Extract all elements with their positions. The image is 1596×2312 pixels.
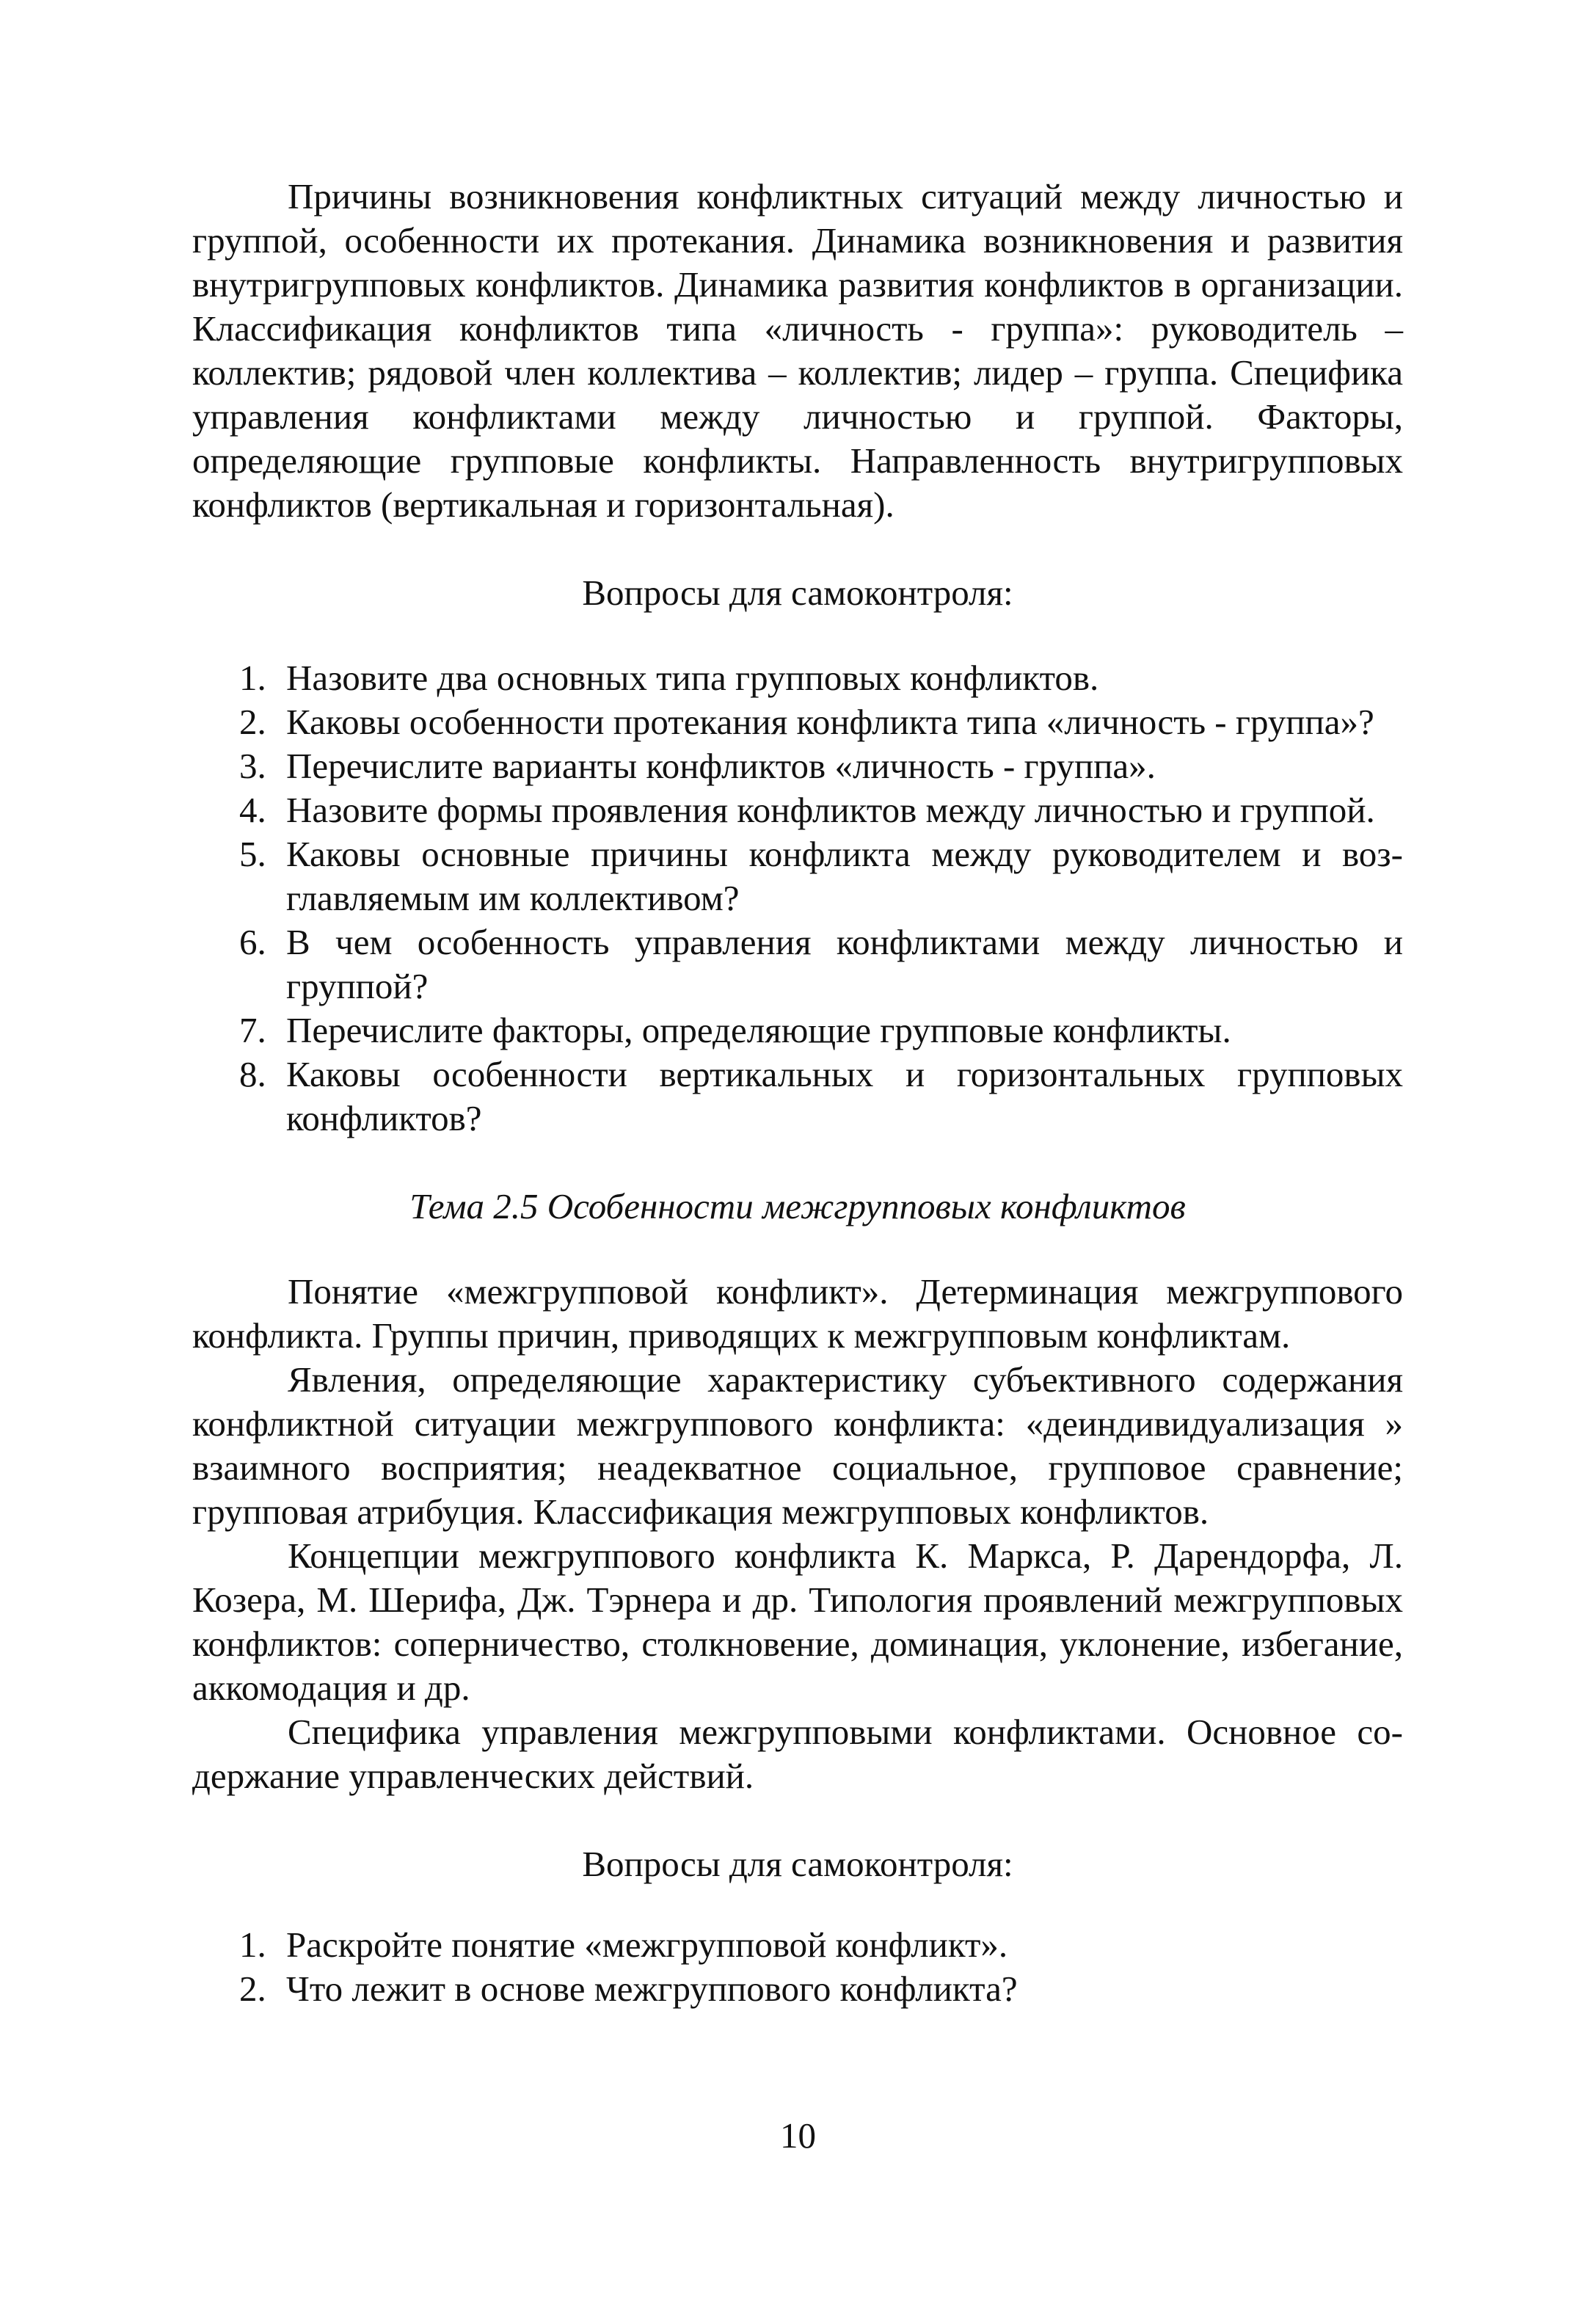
- question-text: Каковы основные причины конфликта между руководителем и возглавляемым им коллективом?: [286, 834, 1403, 918]
- question-number: 7.: [239, 1010, 266, 1050]
- self-check-list-2: [192, 1923, 1403, 2011]
- question-item: [192, 1008, 1403, 1053]
- self-check-heading-1: Вопросы для самоконтроля:: [582, 572, 1013, 613]
- topic-paragraph: Концепции межгруппового конфликта К. Маркса, Р. Дарендорфа, Л. Козера, М. Шерифа, Дж. Тэрнера и др. Типология проявлений межгрупповых конфликтов: соперничество, столкновение, доминация, уклонение, избегание, аккомодация и др.: [192, 1535, 1403, 1708]
- question-item: [192, 656, 1403, 700]
- page-number: 10: [780, 2115, 816, 2156]
- question-text: В чем особенность управления конфликтами между личностью и группой?: [286, 922, 1403, 1006]
- topic-paragraph: Специфика управления межгрупповыми конфликтами. Основное содержание управленческих действий.: [192, 1712, 1403, 1796]
- self-check-heading-2: Вопросы для самоконтроля:: [582, 1844, 1013, 1884]
- question-item: [192, 1967, 1403, 2011]
- question-number: 8.: [239, 1054, 266, 1094]
- question-text: Назовите формы проявления конфликтов между личностью и группой.: [286, 790, 1375, 830]
- question-text: Перечислите факторы, определяющие групповые конфликты.: [286, 1010, 1231, 1050]
- question-text: Что лежит в основе межгруппового конфликта?: [286, 1969, 1018, 2009]
- question-number: 2.: [239, 702, 266, 742]
- question-item: [192, 832, 1403, 920]
- question-number: 6.: [239, 922, 266, 962]
- question-text: Каковы особенности вертикальных и горизонтальных групповых конфликтов?: [286, 1054, 1403, 1138]
- topic-paragraph: Понятие «межгрупповой конфликт». Детерминация межгруппового конфликта. Группы причин, приводящих к межгрупповым конфликтам.: [192, 1271, 1403, 1356]
- question-number: 5.: [239, 834, 266, 874]
- topic-heading: Тема 2.5 Особенности межгрупповых конфликтов: [409, 1186, 1186, 1226]
- question-text: Раскройте понятие «межгрупповой конфликт».: [286, 1924, 1008, 1965]
- question-text: Каковы особенности протекания конфликта типа «личность - группа»?: [286, 702, 1374, 742]
- question-item: [192, 1923, 1403, 1967]
- intro-paragraph: Причины возникновения конфликтных ситуаций между личностью и группой, особенности их протекания. Динамика возникновения и развития внутригрупповых конфликтов. Динамика развития конфликтов в организации. Классификация конфликтов типа «личность - группа»: руководитель – коллектив; рядовой член коллектива – коллектив; лидер – группа. Специфика управления конфликтами между личностью и группой. Факторы, определяющие групповые конфликты. Направленность внутригрупповых конфликтов (вертикальная и горизонтальная).: [192, 176, 1403, 525]
- question-text: Перечислите варианты конфликтов «личность - группа».: [286, 746, 1156, 786]
- question-number: 1.: [239, 1924, 266, 1965]
- question-item: [192, 788, 1403, 832]
- page-content: [192, 175, 1403, 2011]
- question-number: 2.: [239, 1969, 266, 2009]
- question-item: [192, 1053, 1403, 1141]
- question-text: Назовите два основных типа групповых конфликтов.: [286, 658, 1099, 698]
- question-item: [192, 744, 1403, 788]
- self-check-list-1: [192, 656, 1403, 1141]
- question-item: [192, 700, 1403, 744]
- question-number: 1.: [239, 658, 266, 698]
- question-item: [192, 920, 1403, 1008]
- question-number: 3.: [239, 746, 266, 786]
- topic-paragraph: Явления, определяющие характеристику субъективного содержания конфликтной ситуации межгруппового конфликта: «деиндивидуализация » взаимного восприятия; неадекватное социальное, групповое сравнение; групповая атрибуция. Классификация межгрупповых конфликтов.: [192, 1359, 1403, 1532]
- question-number: 4.: [239, 790, 266, 830]
